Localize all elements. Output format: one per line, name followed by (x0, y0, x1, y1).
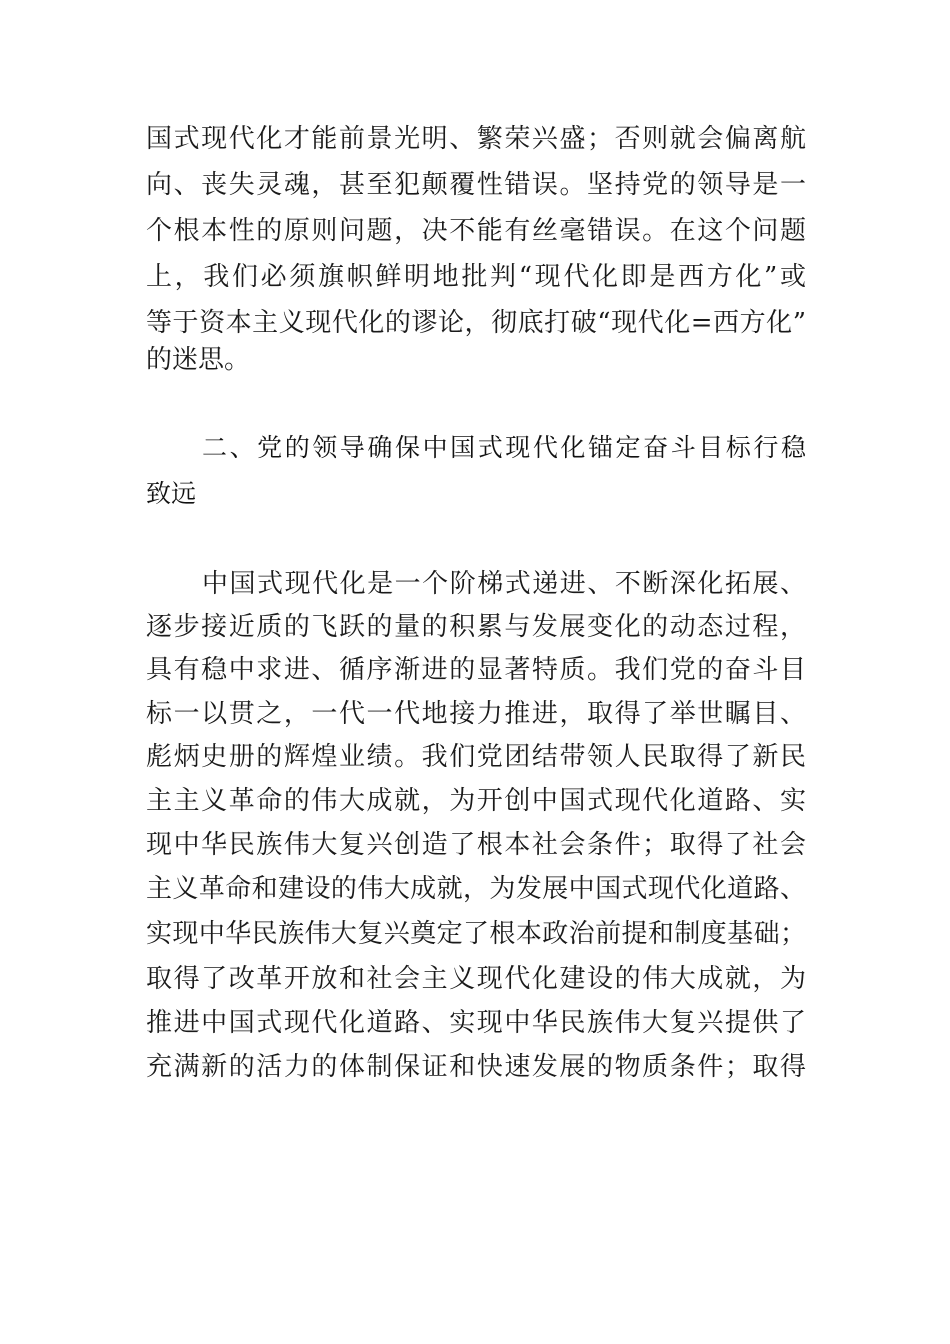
text-line: 具有稳中求进、循序渐进的显著特质。我们党的奋斗目 (146, 655, 806, 685)
text-line: 彪炳史册的辉煌业绩。我们党团结带领人民取得了新民 (146, 742, 806, 772)
text-line: 的迷思。 (146, 345, 251, 375)
text-line: 标一以贯之，一代一代地接力推进，取得了举世瞩目、 (146, 699, 806, 729)
text-line: 主义革命和建设的伟大成就，为发展中国式现代化道路、 (146, 874, 806, 904)
heading-line: 二、党的领导确保中国式现代化锚定奋斗目标行稳 (202, 433, 806, 462)
text-line: 推进中国式现代化道路、实现中华民族伟大复兴提供了 (146, 1008, 806, 1038)
text-line: 中国式现代化是一个阶梯式递进、不断深化拓展、 (202, 569, 806, 599)
text-line: 充满新的活力的体制保证和快速发展的物质条件；取得 (146, 1052, 806, 1082)
text-line: 逐步接近质的飞跃的量的积累与发展变化的动态过程， (146, 612, 806, 642)
text-line: 现中华民族伟大复兴创造了根本社会条件；取得了社会 (146, 830, 806, 860)
text-line: 等于资本主义现代化的谬论，彻底打破“现代化=西方化” (146, 308, 806, 338)
text-line: 实现中华民族伟大复兴奠定了根本政治前提和制度基础； (146, 919, 806, 949)
text-line: 取得了改革开放和社会主义现代化建设的伟大成就，为 (146, 964, 806, 994)
text-line: 国式现代化才能前景光明、繁荣兴盛；否则就会偏离航 (146, 124, 806, 154)
text-line: 上，我们必须旗帜鲜明地批判“现代化即是西方化”或 (146, 262, 806, 292)
text-line: 主主义革命的伟大成就，为开创中国式现代化道路、实 (146, 786, 806, 816)
text-line: 个根本性的原则问题，决不能有丝毫错误。在这个问题 (146, 216, 806, 246)
text-line: 向、丧失灵魂，甚至犯颠覆性错误。坚持党的领导是一 (146, 170, 806, 200)
heading-line: 致远 (146, 479, 197, 508)
